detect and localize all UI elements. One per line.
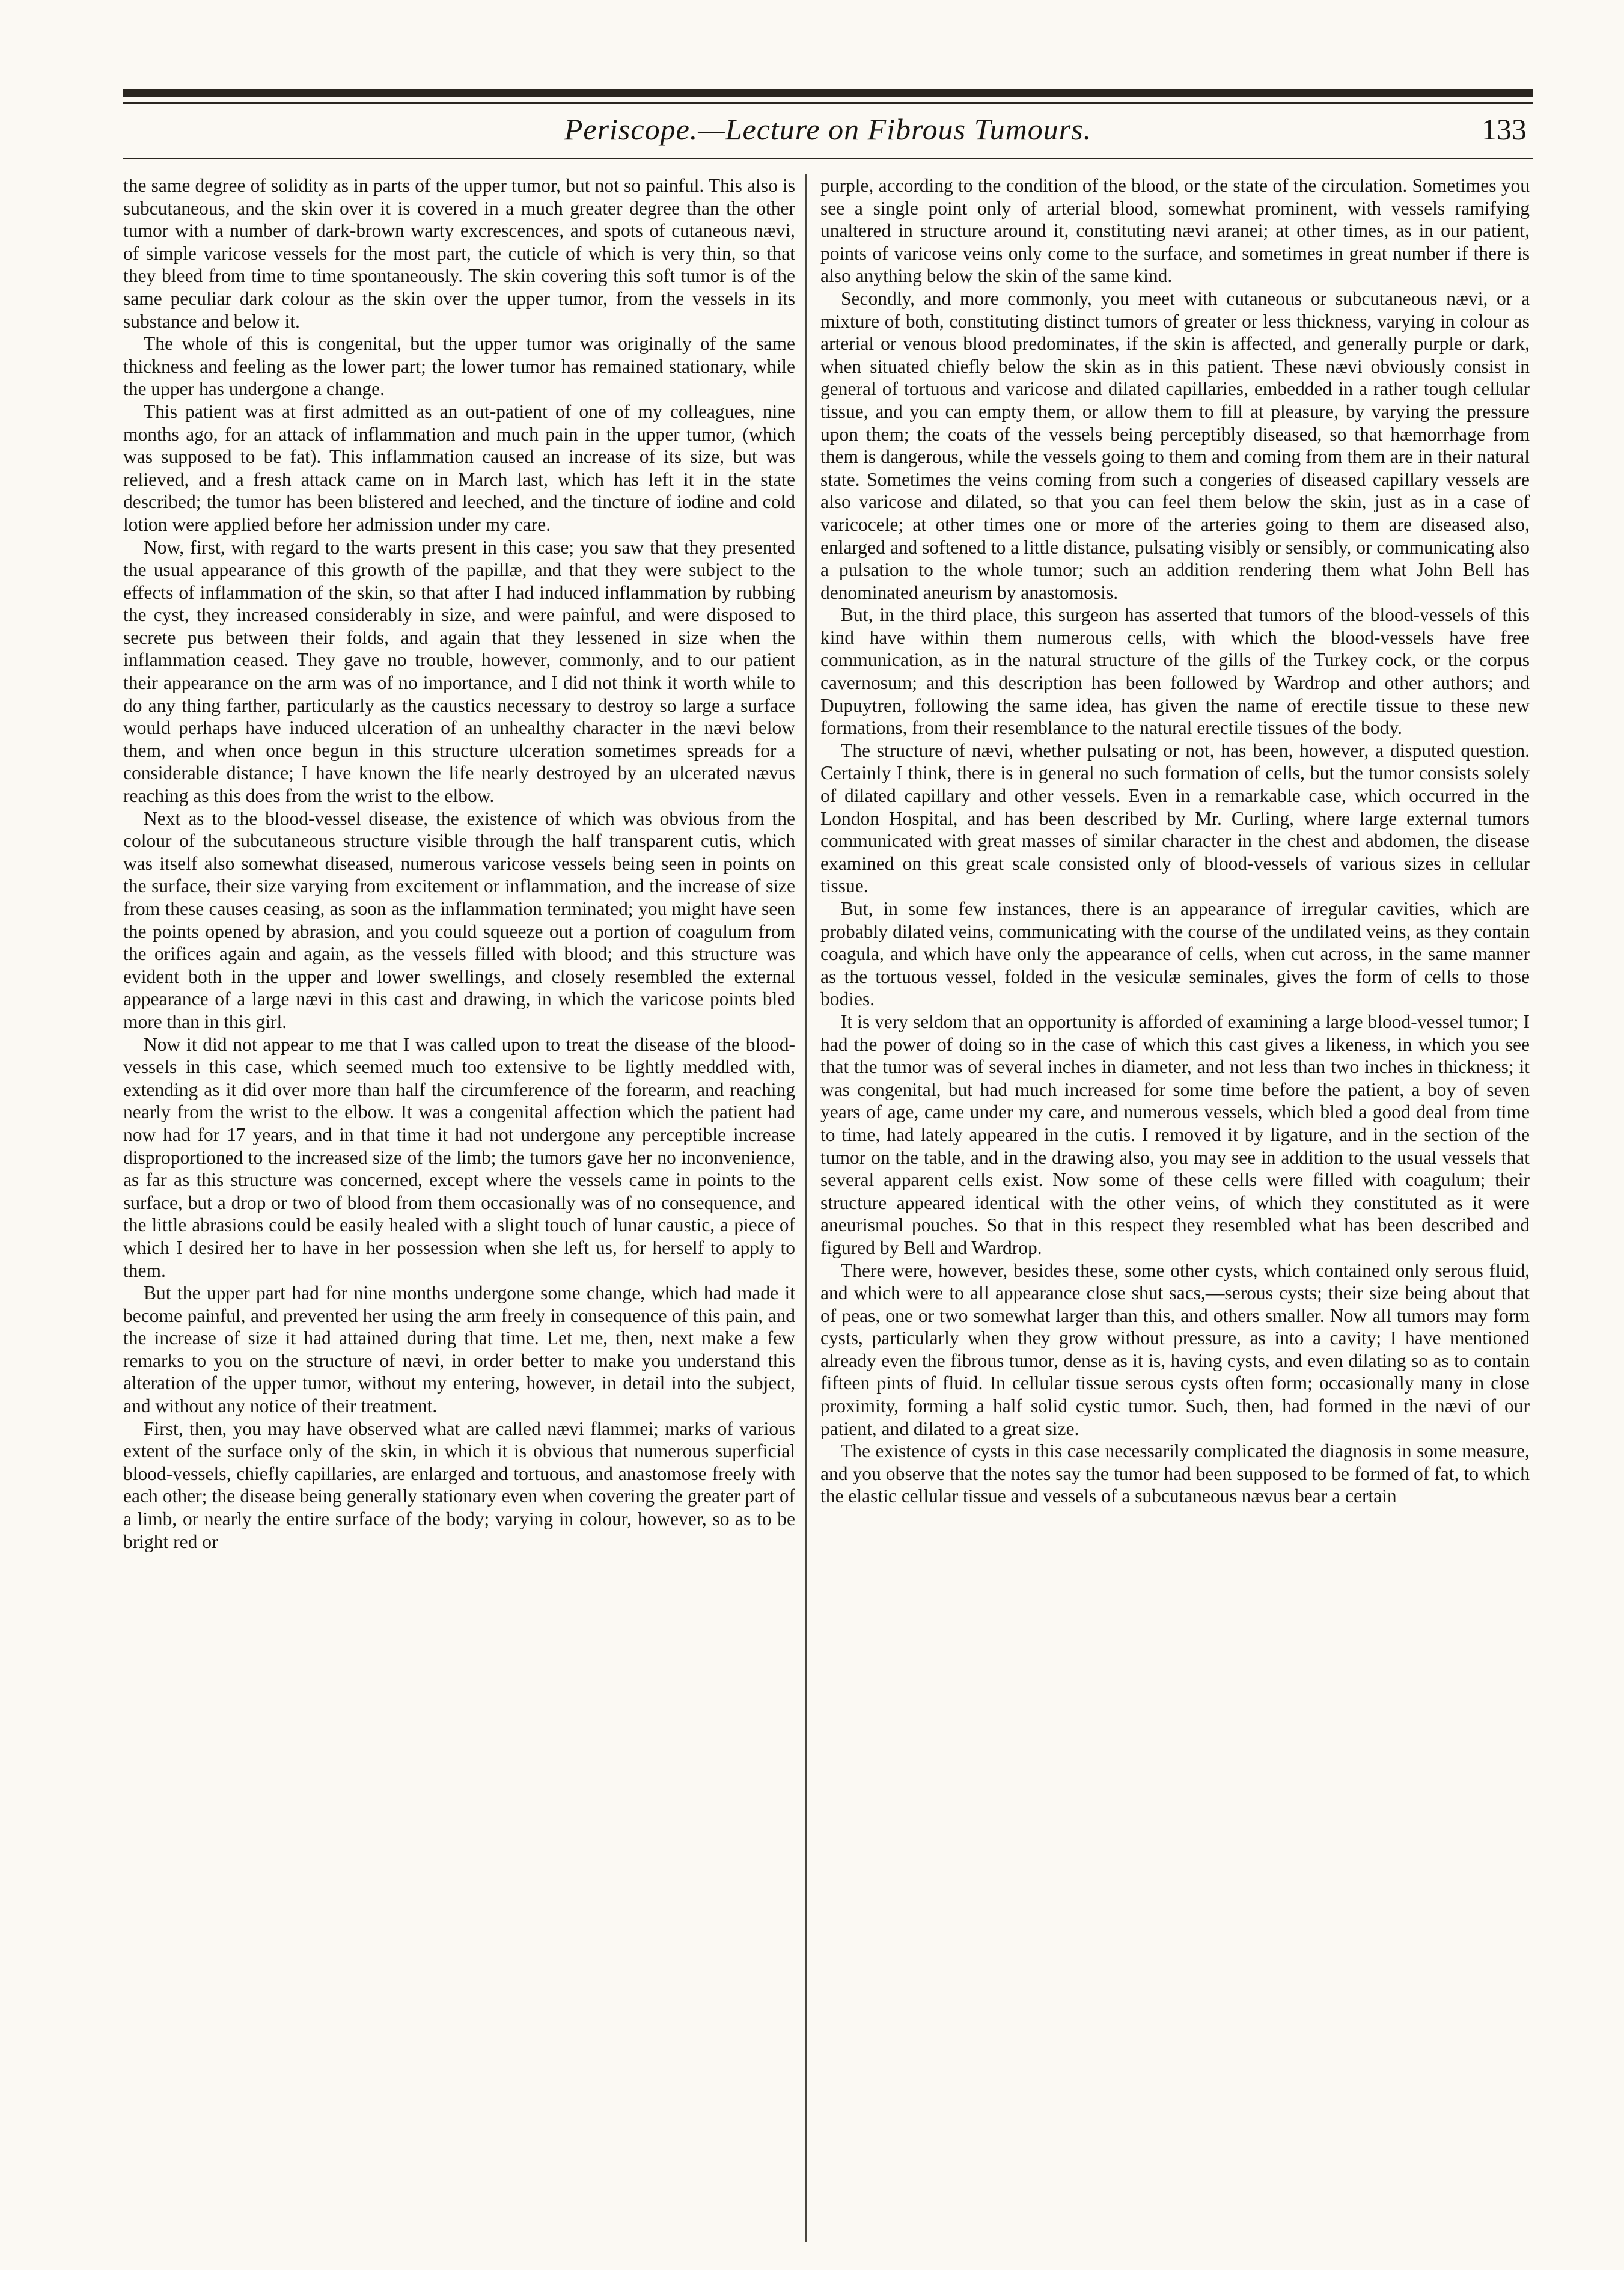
paragraph: But, in the third place, this surgeon has asserted that tumors of the blood-vessels of this kind have within them numerous cells, with which the blood-vessels have free communication, as in the natural structure of the gills of the Turkey cock, or the corpus cavernosum; and this description has been followed by Wardrop and other authors; and Dupuytren, following the same idea, has given the name of erectile tissue to these new formations, from their resemblance to the natural erectile tissues of the body.	[820, 604, 1530, 739]
right-column	[820, 174, 1530, 2242]
top-thick-rule	[123, 89, 1533, 97]
running-head	[123, 108, 1533, 156]
paragraph: Now it did not appear to me that I was called upon to treat the disease of the blood-vessels in this case, which seemed much too extensive to be lightly meddled with, extending as it did over more than half the circumference of the forearm, and reaching nearly from the wrist to the elbow. It was a congenital affection which the patient had now had for 17 years, and in that time it had not undergone any perceptible increase disproportioned to the increased size of the limb; the tumors gave her no inconvenience, as far as this structure was concerned, except where the vessels came in points to the surface, but a drop or two of blood from them occasionally was of no consequence, and the little abrasions could be easily healed with a slight touch of lunar caustic, a piece of which I desired her to have in her possession when she left us, for herself to apply to them.	[123, 1033, 795, 1281]
paragraph: This patient was at first admitted as an out-patient of one of my colleagues, nine months ago, for an attack of inflammation and much pain in the upper tumor, (which was supposed to be fat). This inflammation caused an increase of its size, but was relieved, and a fresh attack came on in March last, which has left it in the state described; the tumor has been blistered and leeched, and the tincture of iodine and cold lotion were applied before her admission under my care.	[123, 400, 795, 535]
paragraph: The whole of this is congenital, but the upper tumor was originally of the same thickness and feeling as the lower part; the lower tumor has remained stationary, while the upper has undergone a change.	[123, 333, 795, 400]
paragraph: Now, first, with regard to the warts present in this case; you saw that they presented the usual appearance of this growth of the papillæ, and that they were subject to the effects of inflammation of the skin, so that after I had induced inflammation by rubbing the cyst, they increased considerably in size, and were painful, and were disposed to secrete pus between their folds, and again that they lessened in size when the inflammation ceased. They gave no trouble, however, commonly, and to our patient their appearance on the arm was of no importance, and I did not think it worth while to do any thing farther, particularly as the caustics necessary to destroy so large a surface would perhaps have induced ulceration of an unhealthy character in the nævi below them, and when once begun in this structure ulceration sometimes spreads for a considerable distance; I have known the life nearly destroyed by an ulcerated nævus reaching as this does from the wrist to the elbow.	[123, 536, 795, 807]
running-title: Periscope.—Lecture on Fibrous Tumours.	[564, 112, 1092, 146]
head-rule	[123, 158, 1533, 159]
page-number: 133	[1482, 112, 1527, 146]
text-columns	[123, 174, 1533, 2242]
top-thin-rule	[123, 102, 1533, 104]
paragraph: Secondly, and more commonly, you meet with cutaneous or subcutaneous nævi, or a mixture of both, constituting distinct tumors of greater or less thickness, varying in colour as arterial or venous blood predominates, if the skin is affected, and generally purple or dark, when situated chiefly below the skin as in this patient. These nævi obviously consist in general of tortuous and varicose and dilated capillaries, embedded in a rather tough cellular tissue, and you can empty them, or allow them to fill at pleasure, by varying the pressure upon them; the coats of the vessels being perceptibly diseased, so that hæmorrhage from them is dangerous, while the vessels going to them and coming from them are in their natural state. Sometimes the veins coming from such a congeries of diseased capillary vessels are also varicose and dilated, so that you can feel them below the skin, just as in a case of varicocele; at other times one or more of the arteries going to them are diseased also, enlarged and softened to a little distance, pulsating visibly or sensibly, or communicating also a pulsation to the whole tumor; such an addition rendering them what John Bell has denominated aneurism by anastomosis.	[820, 287, 1530, 603]
left-column	[123, 174, 795, 2242]
paragraph: But the upper part had for nine months undergone some change, which had made it become painful, and prevented her using the arm freely in consequence of this pain, and the increase of size it had attained during that time. Let me, then, next make a few remarks to you on the structure of nævi, in order better to make you understand this alteration of the upper tumor, without my entering, however, in detail into the subject, and without any notice of their treatment.	[123, 1282, 795, 1417]
paragraph: Next as to the blood-vessel disease, the existence of which was obvious from the colour of the subcutaneous structure visible through the half transparent cutis, which was itself also somewhat diseased, numerous varicose vessels being seen in points on the surface, their size varying from excitement or inflammation, and the increase of size from these causes ceasing, as soon as the inflammation terminated; you might have seen the points opened by abrasion, and you could squeeze out a portion of coagulum from the orifices again and again, as the vessels filled with blood; and this structure was evident both in the upper and lower swellings, and closely resembled the external appearance of a large nævi in this cast and drawing, in which the varicose points bled more than in this girl.	[123, 807, 795, 1032]
paragraph: The existence of cysts in this case necessarily complicated the diagnosis in some measure, and you observe that the notes say the tumor had been supposed to be formed of fat, to which the elastic cellular tissue and vessels of a subcutaneous nævus bear a certain	[820, 1440, 1530, 1507]
column-divider	[805, 174, 807, 2242]
paragraph: But, in some few instances, there is an appearance of irregular cavities, which are probably dilated veins, communicating with the course of the undilated veins, as they contain coagula, and which have only the appearance of cells, when cut across, in the same manner as the tortuous vessel, folded in the vesiculæ seminales, gives the form of cells to those bodies.	[820, 898, 1530, 1010]
paragraph: the same degree of solidity as in parts of the upper tumor, but not so painful. This also is subcutaneous, and the skin over it is covered in a much greater degree than the other tumor with a number of dark-brown warty excrescences, and spots of cutaneous nævi, of simple varicose vessels for the most part, the cuticle of which is very thin, so that they bleed from time to time spontaneously. The skin covering this soft tumor is of the same peculiar dark colour as the skin over the upper tumor, from the vessels in its substance and below it.	[123, 175, 795, 332]
paragraph: The structure of nævi, whether pulsating or not, has been, however, a disputed question. Certainly I think, there is in general no such formation of cells, but the tumor consists solely of dilated capillary and other vessels. Even in a remarkable case, which occurred in the London Hospital, and has been described by Mr. Curling, where large external tumors communicated with great masses of similar character in the chest and abdomen, the disease examined on this great scale consisted only of blood-vessels of various sizes in cellular tissue.	[820, 739, 1530, 897]
paragraph: There were, however, besides these, some other cysts, which contained only serous fluid, and which were to all appearance close shut sacs,—serous cysts; their size being about that of peas, one or two somewhat larger than this, and others smaller. Now all tumors may form cysts, particularly when they grow without pressure, as into a cavity; I have mentioned already even the fibrous tumor, dense as it is, having cysts, and even dilating so as to contain fifteen pints of fluid. In cellular tissue serous cysts often form; occasionally many in close proximity, forming a half solid cystic tumor. Such, then, had formed in the nævi of our patient, and dilated to a great size.	[820, 1259, 1530, 1439]
paragraph: It is very seldom that an opportunity is afforded of examining a large blood-vessel tumor; I had the power of doing so in the case of which this cast gives a likeness, in which you see that the tumor was of several inches in diameter, and not less than two inches in thickness; it was congenital, but had much increased for some time before the patient, a boy of seven years of age, came under my care, and numerous vessels, which bled a good deal from time to time, had lately appeared in the cutis. I removed it by ligature, and in the section of the tumor on the table, and in the drawing also, you may see in addition to the usual vessels that several apparent cells exist. Now some of these cells were filled with coagulum; their structure appeared identical with the other veins, of which they constituted as it were aneurismal pouches. So that in this respect they resembled what has been described and figured by Bell and Wardrop.	[820, 1011, 1530, 1258]
paragraph: First, then, you may have observed what are called nævi flammei; marks of various extent of the surface only of the skin, in which it is obvious that numerous superficial blood-vessels, chiefly capillaries, are enlarged and tortuous, and anastomose freely with each other; the disease being generally stationary even when covering the greater part of a limb, or nearly the entire surface of the body; varying in colour, however, so as to be bright red or	[123, 1418, 795, 1552]
paragraph: purple, according to the condition of the blood, or the state of the circulation. Sometimes you see a single point only of arterial blood, somewhat prominent, with vessels ramifying unaltered in structure around it, constituting nævi aranei; at other times, as in our patient, points of varicose veins only come to the surface, and sometimes in great number if there is also anything below the skin of the same kind.	[820, 175, 1530, 287]
